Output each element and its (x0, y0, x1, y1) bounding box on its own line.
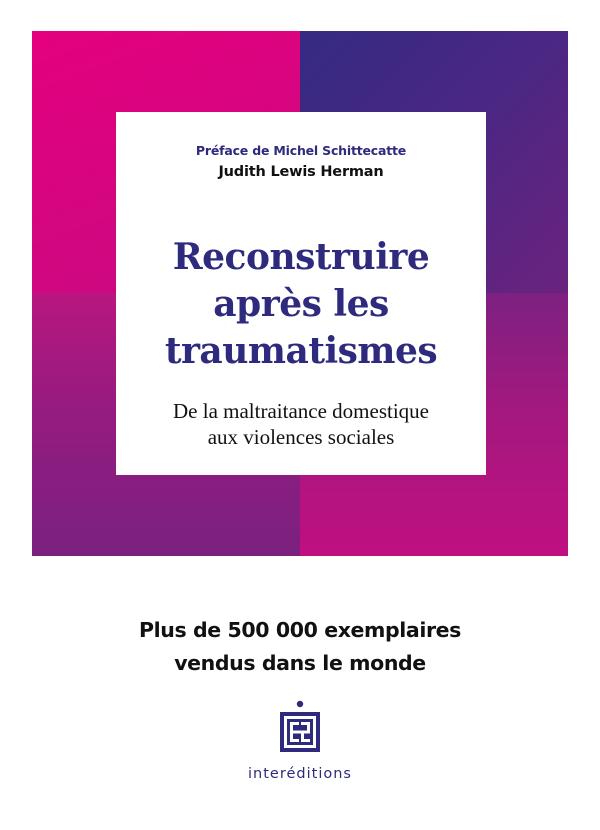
publisher-name: interéditions (248, 766, 352, 782)
intereditions-logo-icon (279, 700, 321, 754)
book-title-line: Reconstruire (172, 236, 430, 278)
book-subtitle (116, 398, 486, 450)
title-box (116, 112, 486, 475)
sales-tagline-line: Plus de 500 000 exemplaires (139, 618, 461, 642)
book-title-line: traumatismes (164, 330, 438, 372)
book-subtitle-line: aux violences sociales (207, 425, 395, 449)
sales-tagline-line: vendus dans le monde (174, 651, 426, 675)
preface-credit: Préface de Michel Schittecatte (195, 143, 407, 158)
book-title-line: après les (213, 283, 389, 325)
cover-artwork (32, 31, 568, 556)
sales-tagline (0, 614, 600, 680)
book-title (116, 234, 486, 375)
book-subtitle-line: De la maltraitance domestique (173, 399, 429, 423)
author-name: Judith Lewis Herman (218, 164, 384, 180)
